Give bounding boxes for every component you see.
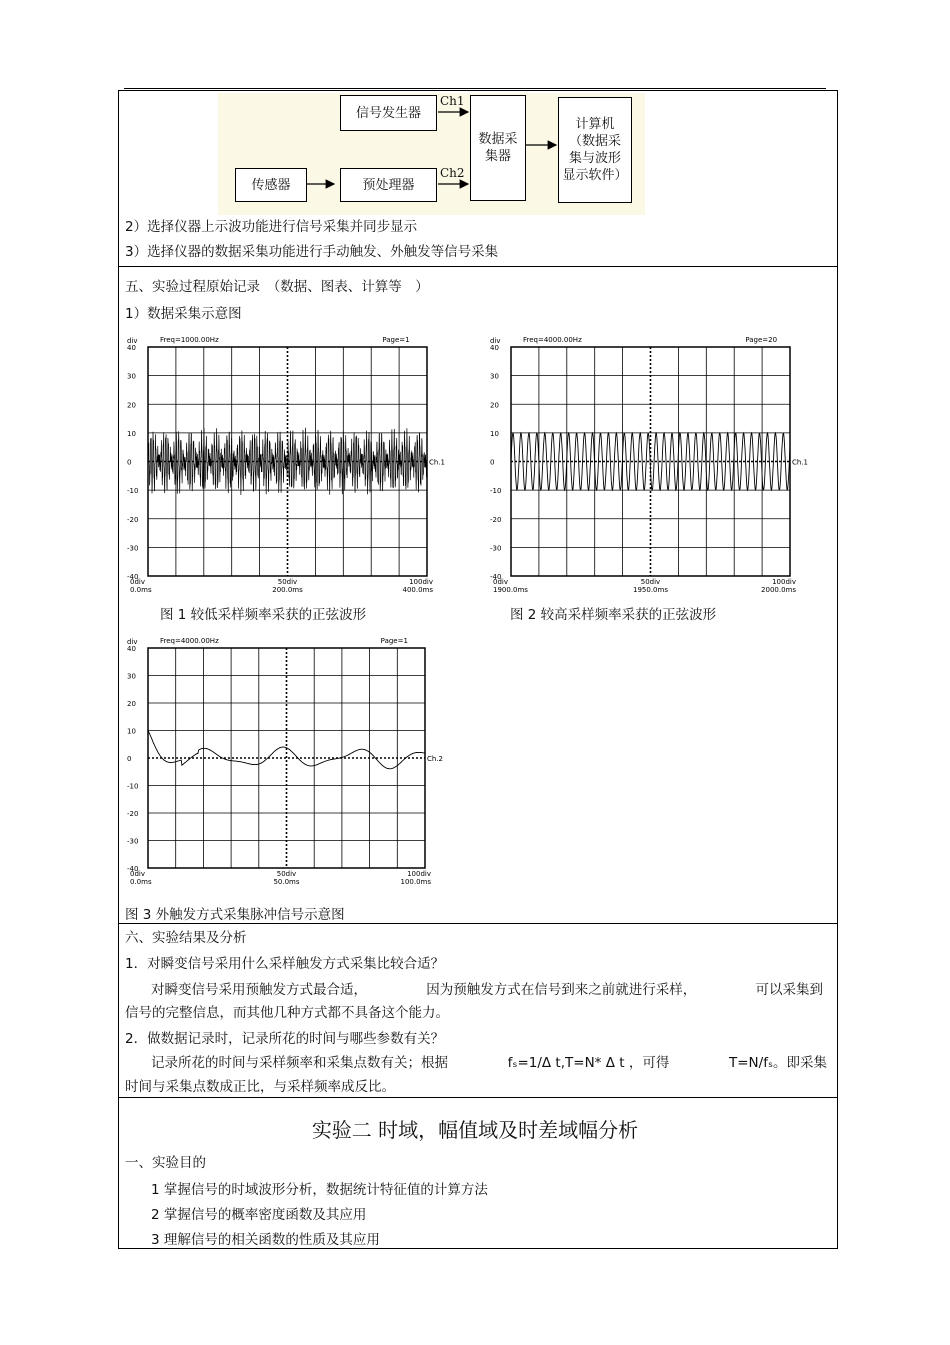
purpose-item-3: 3 理解信号的相关函数的性质及其应用 — [151, 1232, 380, 1248]
computer-label: 计算机 （数据采 集与波形 显示软件） — [562, 117, 628, 183]
y-tick-label: 10 — [127, 727, 136, 736]
x-tick-time-label: 0.0ms — [130, 586, 152, 594]
y-tick-label: -10 — [490, 487, 502, 496]
y-unit-label: div — [127, 337, 138, 345]
preprocessor-label: 预处理器 — [362, 177, 415, 193]
y-tick-label: -40 — [127, 865, 139, 873]
y-tick-label: 40 — [127, 344, 136, 352]
sensor-label: 传感器 — [251, 177, 291, 193]
computer-box — [558, 97, 632, 203]
block-diagram — [218, 93, 645, 215]
freq-label: Freq=4000.00Hz — [523, 336, 582, 344]
x-tick-time-label: 0.0ms — [130, 878, 152, 886]
x-tick-time-label: 400.0ms — [402, 586, 433, 594]
experiment-2-title: 实验二 时域，幅值域及时差域幅分析 — [311, 1118, 639, 1142]
waveform-plot-2 — [488, 331, 812, 596]
y-unit-label: div — [490, 337, 501, 345]
y-tick-label: 40 — [490, 344, 499, 352]
waveform-plot-1 — [125, 331, 449, 596]
step-2: 2）选择仪器上示波功能进行信号采集并同步显示 — [125, 219, 418, 235]
step-3: 3）选择仪器的数据采集功能进行手动触发、外触发等信号采集 — [125, 244, 499, 260]
answer-2-line-1 — [151, 1055, 827, 1071]
y-tick-label: -20 — [490, 515, 502, 524]
answer-2-part-1: 记录所花的时间与采样频率和采集点数有关；根据 — [151, 1055, 448, 1071]
page-label: Page=20 — [745, 336, 778, 344]
purpose-item-1: 1 掌握信号的时域波形分析，数据统计特征值的计算方法 — [151, 1182, 488, 1198]
section-6-title: 六、实验结果及分析 — [125, 930, 247, 946]
answer-1-part-1: 对瞬变信号采用预触发方式最合适， — [151, 982, 367, 998]
answer-2-part-3: T=N/fₛ。即采集 — [728, 1055, 827, 1071]
figure-2-caption: 图 2 较高采样频率采获的正弦波形 — [510, 607, 717, 623]
figure-3-caption: 图 3 外触发方式采集脉冲信号示意图 — [125, 907, 345, 923]
figure-1-caption: 图 1 较低采样频率采获的正弦波形 — [160, 607, 367, 623]
answer-2-line-2: 时间与采集点数成正比，与采样频率成反比。 — [125, 1079, 395, 1095]
y-tick-label: 20 — [127, 700, 136, 708]
y-tick-label: 0 — [127, 755, 132, 763]
channel-label: Ch.2 — [427, 755, 444, 763]
y-tick-label: 0 — [127, 458, 132, 467]
answer-1-part-3: 可以采集到 — [755, 982, 823, 998]
x-tick-time-label: 2000.0ms — [761, 586, 796, 594]
y-tick-label: -40 — [127, 573, 139, 581]
daq-box — [470, 95, 526, 201]
answer-1-line-2: 信号的完整信息，而其他几种方式都不具备这个能力。 — [125, 1005, 449, 1021]
x-tick-div-label: 50div — [640, 578, 661, 586]
x-tick-time-label: 100.0ms — [400, 878, 431, 886]
x-tick-div-label: 0div — [493, 578, 508, 586]
y-tick-label: -20 — [127, 810, 139, 818]
section-5-title: 五、实验过程原始记录 （数据、图表、计算等 ） — [125, 279, 429, 295]
x-tick-time-label: 1900.0ms — [493, 586, 528, 594]
purpose-title: 一、实验目的 — [125, 1155, 206, 1171]
question-1: 1．对瞬变信号采用什么采样触发方式采集比较合适？ — [125, 956, 445, 972]
answer-2-part-2: fₛ=1/Δ t,T=N* Δ t ，可得 — [507, 1055, 670, 1071]
y-tick-label: -10 — [127, 487, 139, 496]
y-tick-label: 20 — [127, 401, 136, 410]
y-tick-label: -30 — [490, 544, 502, 553]
sensor-box — [235, 168, 307, 202]
freq-label: Freq=1000.00Hz — [160, 336, 219, 344]
ch1-label: Ch1 — [440, 94, 465, 108]
y-tick-label: 30 — [490, 372, 499, 381]
top-rule — [124, 88, 826, 89]
daq-label: 数据采 集器 — [478, 132, 518, 164]
x-tick-div-label: 100div — [409, 578, 433, 586]
x-tick-div-label: 100div — [772, 578, 796, 586]
purpose-item-2: 2 掌握信号的概率密度函数及其应用 — [151, 1207, 367, 1223]
y-tick-label: -40 — [490, 573, 502, 581]
y-tick-label: 0 — [490, 458, 495, 467]
section-5-subtitle: 1）数据采集示意图 — [125, 306, 242, 322]
question-2: 2．做数据记录时，记录所花的时间与哪些参数有关？ — [125, 1031, 445, 1047]
y-tick-label: -10 — [127, 782, 139, 791]
y-unit-label: div — [127, 638, 138, 646]
ch2-label: Ch2 — [440, 166, 465, 180]
x-tick-div-label: 50div — [276, 870, 297, 878]
signal-generator-box — [340, 95, 437, 131]
y-tick-label: -20 — [127, 515, 139, 524]
preprocessor-box — [340, 168, 437, 202]
y-tick-label: -30 — [127, 544, 139, 553]
waveform-plot-3 — [125, 632, 449, 894]
y-tick-label: 20 — [490, 401, 499, 410]
y-tick-label: 30 — [127, 672, 136, 681]
answer-1-part-2: 因为预触发方式在信号到来之前就进行采样， — [426, 982, 697, 998]
channel-label: Ch.1 — [792, 458, 809, 467]
y-tick-label: 10 — [490, 429, 499, 438]
page-label: Page=1 — [380, 637, 408, 645]
y-tick-label: -30 — [127, 837, 139, 846]
y-tick-label: 30 — [127, 372, 136, 381]
x-tick-time-label: 50.0ms — [273, 878, 300, 886]
x-tick-div-label: 50div — [277, 578, 298, 586]
x-tick-div-label: 100div — [407, 870, 431, 878]
channel-label: Ch.1 — [429, 458, 446, 467]
y-tick-label: 10 — [127, 429, 136, 438]
signal-generator-label: 信号发生器 — [355, 105, 421, 121]
freq-label: Freq=4000.00Hz — [160, 637, 219, 645]
x-tick-div-label: 0div — [130, 870, 145, 878]
x-tick-time-label: 200.0ms — [272, 586, 303, 594]
x-tick-time-label: 1950.0ms — [633, 586, 668, 594]
page-label: Page=1 — [382, 336, 410, 344]
y-tick-label: 40 — [127, 645, 136, 653]
x-tick-div-label: 0div — [130, 578, 145, 586]
answer-1-line-1 — [151, 982, 823, 998]
